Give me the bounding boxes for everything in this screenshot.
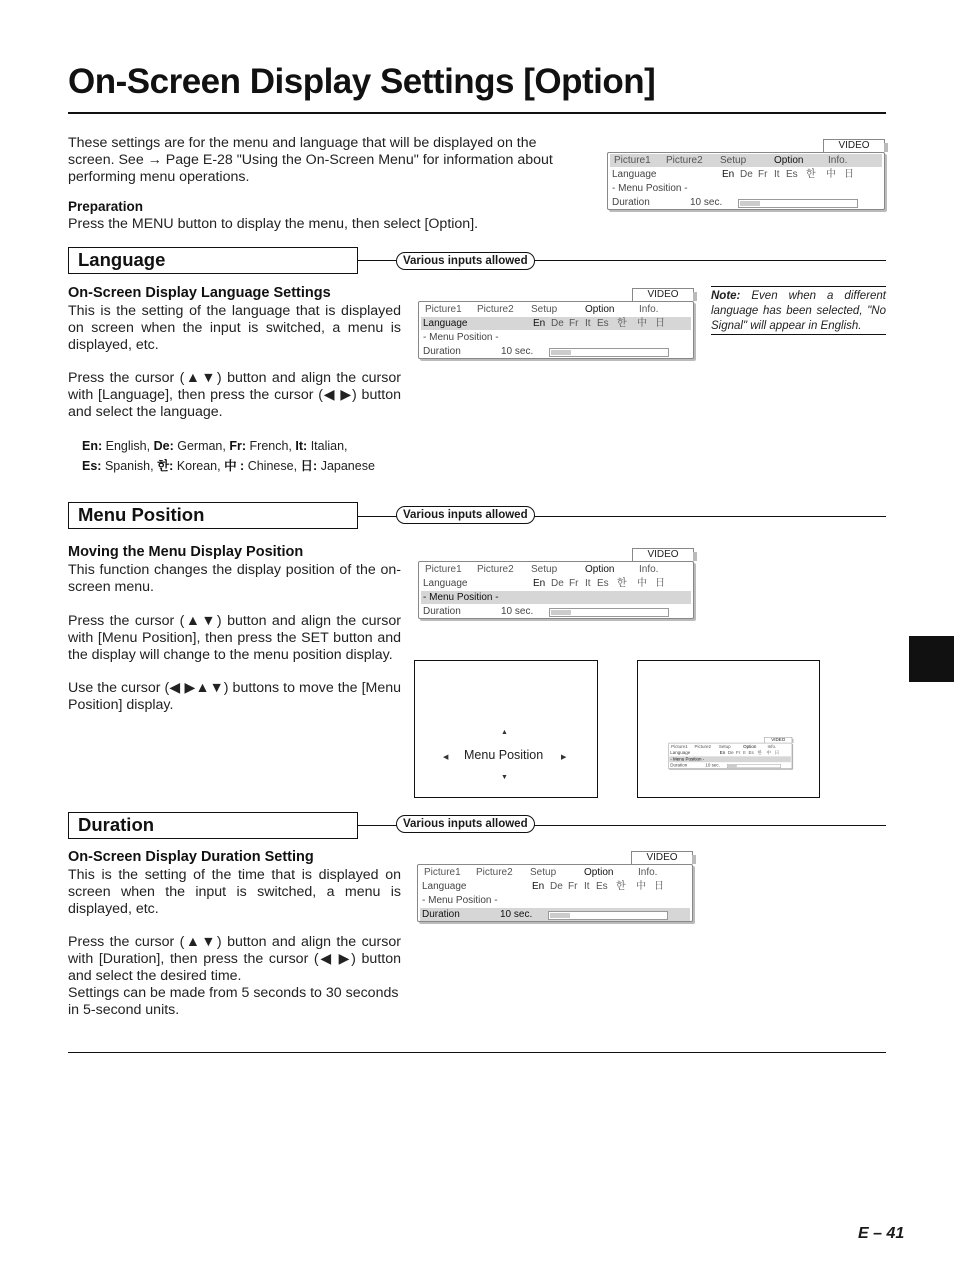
osd-language-option: 日 [654, 881, 664, 892]
osd-panel [607, 152, 885, 210]
osd-language-option: 中 [637, 578, 647, 589]
legend-ko-abbr: 한: [157, 459, 174, 473]
osd-tab: Picture1 [424, 867, 461, 878]
duration-para2: Press the cursor (▲▼) button and align the cursor with [Duration], then press the cursor (◀ ▶) button and select the desired time. [68, 934, 401, 984]
osd-tab: Option [584, 867, 614, 878]
osd-menu-position-label: - Menu Position - [670, 756, 705, 762]
legend-en-abbr: En: [82, 439, 103, 453]
osd-language-option: Fr [758, 169, 768, 180]
osd-menu-intro [607, 139, 885, 215]
osd-language-label: Language [670, 750, 691, 756]
duration-para3: Settings can be made from 5 seconds to 30 seconds in 5-second units. [68, 985, 399, 1018]
osd-language-option: 한 [806, 169, 816, 180]
osd-language-label: Language [612, 169, 657, 180]
osd-language-option: 日 [774, 750, 780, 756]
title-rule [68, 112, 886, 114]
osd-language-label: Language [423, 578, 468, 589]
osd-tab: Option [585, 564, 615, 575]
page-number: E – 41 [858, 1225, 905, 1242]
osd-panel [668, 743, 792, 769]
osd-duration-row[interactable] [610, 196, 882, 209]
menu-position-section-title: Menu Position [78, 504, 205, 525]
legend-es-abbr: Es: [82, 459, 102, 473]
video-tab: VIDEO [764, 737, 792, 743]
cursor-down-icon: ▼ [501, 774, 508, 781]
osd-tab: Setup [531, 304, 558, 315]
duration-subheading: On-Screen Display Duration Setting [68, 849, 314, 865]
menu-position-para3: Use the cursor (◀ ▶▲▼) buttons to move the [Menu Position] display. [68, 680, 401, 713]
osd-tab: Picture1 [614, 155, 651, 166]
osd-duration-label: Duration [423, 346, 461, 357]
osd-language-option: De [551, 578, 564, 589]
legend-it-abbr: It: [295, 439, 308, 453]
osd-language-option: De [727, 750, 734, 756]
osd-language-option: 한 [616, 881, 626, 892]
osd-duration-bar-fill [550, 913, 570, 918]
osd-language-row[interactable] [420, 880, 690, 893]
menu-position-section-header [68, 502, 358, 529]
duration-section-title: Duration [78, 814, 155, 835]
video-tab: VIDEO [823, 139, 885, 152]
osd-duration-label: Duration [670, 763, 688, 769]
osd-tab: Picture2 [694, 744, 712, 750]
osd-language-row[interactable] [421, 577, 691, 590]
video-tab: VIDEO [631, 851, 693, 864]
menu-position-screen-label: Menu Position [464, 748, 544, 762]
note-label: Note: [711, 290, 741, 302]
legend-de-abbr: De: [153, 439, 174, 453]
language-section-title: Language [78, 249, 166, 270]
language-para1: This is the setting of the language that is displayed on screen when the input is switched, a menu is displayed, etc. [68, 303, 401, 353]
menu-position-para1: This function changes the display position of the on-screen menu. [68, 562, 401, 595]
osd-language-option: De [551, 318, 564, 329]
legend-de: German, [177, 439, 226, 453]
osd-language-row[interactable] [610, 168, 882, 181]
osd-duration-value: 10 sec. [705, 763, 720, 769]
osd-duration-label: Duration [612, 197, 650, 208]
menu-position-para2: Press the cursor (▲▼) button and align the cursor with [Menu Position], then press the SET button and the display will change to the menu position display. [68, 613, 401, 663]
osd-menu-position-label: - Menu Position - [423, 332, 499, 343]
osd-language-option: En [533, 578, 546, 589]
osd-menu-position-row[interactable] [421, 331, 691, 344]
osd-duration-bar[interactable] [548, 911, 668, 920]
legend-zh-abbr: 中 : [224, 459, 245, 473]
note-bottom-rule [711, 334, 886, 335]
osd-tab: Setup [531, 564, 558, 575]
menu-screen-preview [637, 660, 820, 798]
legend-fr-abbr: Fr: [229, 439, 247, 453]
osd-tab: Picture2 [476, 867, 513, 878]
chapter-tab [909, 636, 954, 682]
osd-language-option: It [585, 318, 591, 329]
legend-it: Italian, [310, 439, 348, 453]
osd-tab: Picture2 [666, 155, 703, 166]
legend-ja-abbr: 日: [300, 459, 318, 473]
inputs-badge: Various inputs allowed [396, 506, 535, 524]
osd-language-option: En [532, 881, 545, 892]
osd-language-option: It [585, 578, 591, 589]
osd-language-option: Fr [569, 578, 579, 589]
osd-duration-value: 10 sec. [690, 197, 723, 208]
osd-language-option: 中 [766, 750, 772, 756]
osd-duration-row[interactable] [420, 908, 690, 921]
duration-para1: This is the setting of the time that is displayed on screen when the input is switched, a menu is displayed, etc. [68, 867, 401, 917]
osd-tabs-row[interactable] [669, 744, 791, 750]
legend-ja: Japanese [320, 459, 375, 473]
osd-duration-bar-fill [728, 765, 737, 767]
osd-menu-position-row[interactable] [420, 894, 690, 907]
legend-fr: French, [249, 439, 292, 453]
language-legend-line1 [82, 439, 348, 453]
duration-section-header [68, 812, 358, 839]
osd-language-option: 日 [655, 318, 665, 329]
osd-tabs-row[interactable] [421, 563, 691, 576]
osd-menu-duration [417, 851, 693, 927]
osd-language-row[interactable] [421, 317, 691, 330]
osd-tabs-row[interactable] [421, 303, 691, 316]
osd-duration-value: 10 sec. [501, 346, 534, 357]
osd-menu-language [418, 288, 694, 364]
osd-tab: Info. [639, 304, 659, 315]
osd-tabs-row[interactable] [610, 154, 882, 167]
osd-menu-position-label: - Menu Position - [423, 592, 499, 603]
osd-panel [418, 301, 694, 359]
osd-tab: Info. [767, 744, 777, 750]
osd-tab: Setup [530, 867, 557, 878]
language-legend-line2 [82, 456, 375, 474]
osd-language-option: En [719, 750, 726, 756]
osd-menu-position-row[interactable] [421, 591, 691, 604]
osd-language-option: Es [597, 318, 609, 329]
osd-duration-value: 10 sec. [500, 909, 533, 920]
note-text: Even when a different language has been selected, "No Signal" will appear in English. [711, 290, 886, 332]
osd-language-label: Language [423, 318, 468, 329]
osd-language-option: De [550, 881, 563, 892]
osd-language-option: Es [596, 881, 608, 892]
osd-language-option: 한 [757, 750, 762, 756]
osd-language-row[interactable] [669, 750, 791, 756]
osd-tab: Option [743, 744, 757, 750]
osd-tab: Setup [718, 744, 731, 750]
footer-rule [68, 1052, 886, 1053]
osd-language-option: It [774, 169, 780, 180]
osd-tab: Picture2 [477, 304, 514, 315]
osd-menu-mini [668, 737, 792, 771]
osd-duration-bar-fill [551, 350, 571, 355]
osd-language-option: 中 [637, 318, 647, 329]
legend-ko: Korean, [176, 459, 221, 473]
osd-language-option: Es [597, 578, 609, 589]
osd-tab: Info. [639, 564, 659, 575]
osd-language-option: Es [786, 169, 798, 180]
osd-menu-position-row[interactable] [610, 182, 882, 195]
osd-menu-position-row[interactable] [669, 756, 791, 762]
osd-language-option: 日 [655, 578, 665, 589]
language-para2: Press the cursor (▲▼) button and align the cursor with [Language], then press the cursor (◀ ▶) button and select the language. [68, 370, 401, 420]
osd-tabs-row[interactable] [420, 866, 690, 879]
osd-language-option: 한 [617, 318, 627, 329]
osd-language-option: De [740, 169, 753, 180]
inputs-badge: Various inputs allowed [396, 252, 535, 270]
osd-tab: Info. [828, 155, 848, 166]
osd-language-label: Language [422, 881, 467, 892]
intro-paragraph: These settings are for the menu and language that will be displayed on the screen. See → Page E-28 "Using the On-Screen Menu" for information about performing menu operations. [68, 135, 553, 185]
osd-tab: Picture2 [477, 564, 514, 575]
note-box [711, 289, 886, 334]
legend-zh: Chinese, [247, 459, 298, 473]
osd-language-option: 中 [826, 169, 836, 180]
osd-language-option: It [743, 750, 746, 756]
osd-language-option: Fr [569, 318, 579, 329]
page-title: On-Screen Display Settings [Option] [68, 62, 656, 101]
video-tab: VIDEO [632, 288, 694, 301]
osd-language-option: 中 [636, 881, 646, 892]
osd-panel [418, 561, 694, 619]
osd-tab: Option [774, 155, 804, 166]
osd-duration-bar[interactable] [727, 764, 781, 768]
osd-tab: Picture1 [425, 304, 462, 315]
legend-en: English, [105, 439, 151, 453]
osd-duration-bar-fill [551, 610, 571, 615]
osd-tab: Picture1 [425, 564, 462, 575]
osd-menu-position-label: - Menu Position - [422, 895, 498, 906]
osd-duration-row[interactable] [421, 605, 691, 618]
inputs-badge: Various inputs allowed [396, 815, 535, 833]
osd-language-option: 한 [617, 578, 627, 589]
preparation-text: Press the MENU button to display the menu, then select [Option]. [68, 216, 479, 232]
osd-duration-bar[interactable] [738, 199, 858, 208]
cursor-up-icon: ▲ [501, 729, 508, 736]
osd-language-option: 日 [844, 169, 854, 180]
osd-duration-row[interactable] [421, 345, 691, 358]
preparation-heading: Preparation [68, 199, 144, 214]
osd-language-option: Fr [735, 750, 741, 756]
osd-language-option: It [584, 881, 590, 892]
osd-duration-label: Duration [423, 606, 461, 617]
osd-duration-row[interactable] [669, 763, 791, 769]
osd-tab: Picture1 [671, 744, 688, 750]
osd-language-option: En [722, 169, 735, 180]
osd-language-option: En [533, 318, 546, 329]
legend-es: Spanish, [104, 459, 154, 473]
osd-tab: Setup [720, 155, 747, 166]
osd-duration-bar[interactable] [549, 348, 669, 357]
language-subheading: On-Screen Display Language Settings [68, 285, 331, 301]
osd-menu-position-label: - Menu Position - [612, 183, 688, 194]
menu-position-screen [414, 660, 598, 798]
cursor-left-icon: ◀ [443, 754, 449, 761]
osd-menu-menu-position [418, 548, 694, 624]
osd-panel [417, 864, 693, 922]
osd-language-option: Es [748, 750, 754, 756]
osd-duration-label: Duration [422, 909, 460, 920]
video-tab: VIDEO [632, 548, 694, 561]
note-top-rule [711, 286, 886, 287]
osd-duration-bar-fill [740, 201, 760, 206]
osd-duration-bar[interactable] [549, 608, 669, 617]
osd-language-option: Fr [568, 881, 578, 892]
language-section-header [68, 247, 358, 274]
menu-position-subheading: Moving the Menu Display Position [68, 544, 304, 560]
osd-duration-value: 10 sec. [501, 606, 534, 617]
osd-tab: Option [585, 304, 615, 315]
osd-tab: Info. [638, 867, 658, 878]
cursor-right-icon: ▶ [561, 754, 567, 761]
